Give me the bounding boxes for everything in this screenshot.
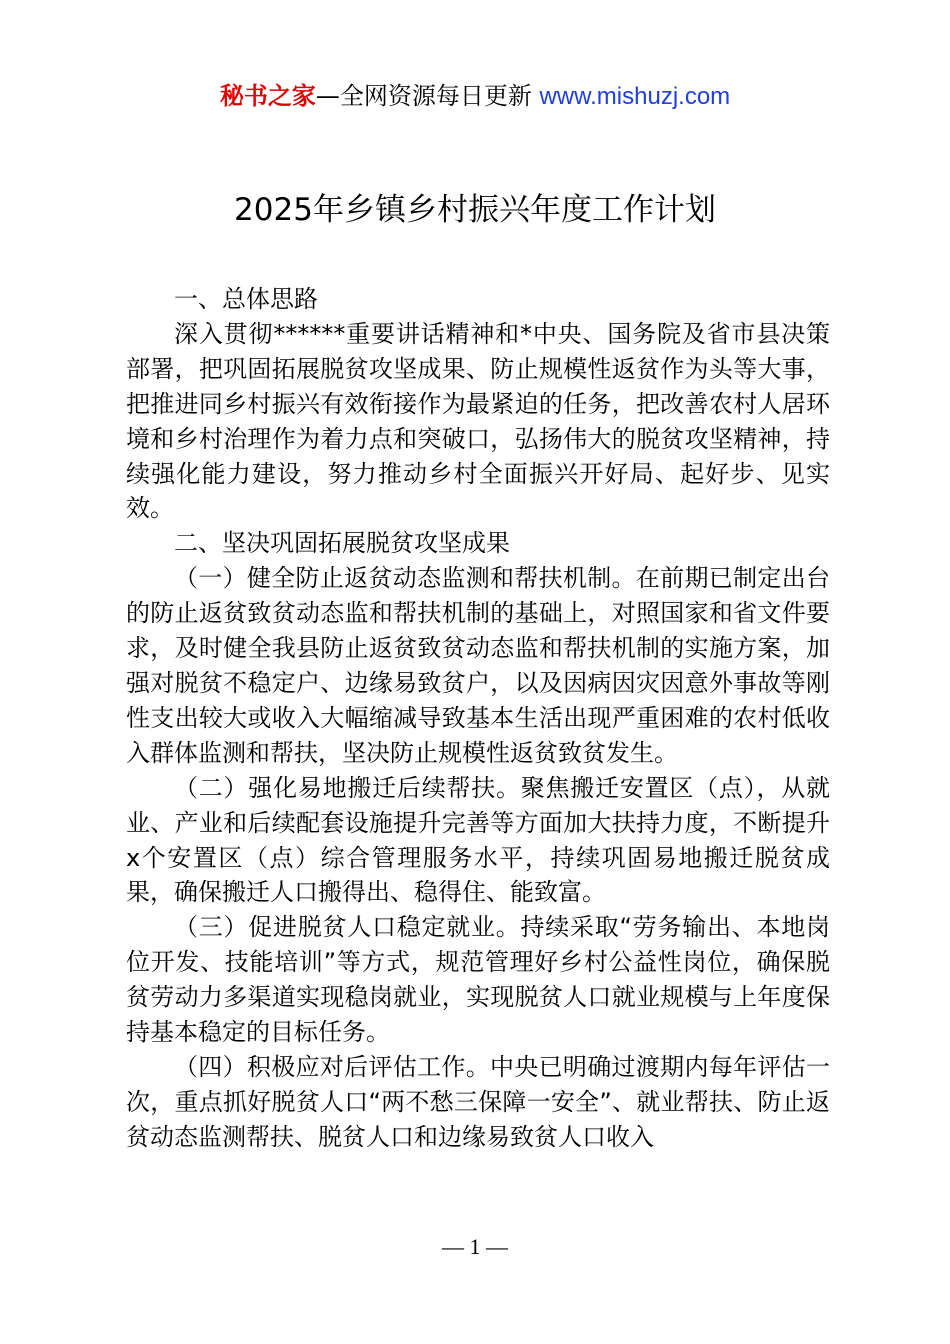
page-number: — 1 — — [442, 1234, 508, 1259]
section-heading: 二、坚决巩固拓展脱贫攻坚成果 — [174, 529, 510, 558]
body-paragraph: （一）健全防止返贫动态监测和帮扶机制。在前期已制定出台的防止返贫致贫动态监和帮扶机制的基础上，对照国家和省文件要求，及时健全我县防止返贫致贫动态监和帮扶机制的实施方案，加强对脱贫不稳定户、边缘易致贫户，以及因病因灾因意外事故等刚性支出较大或收入大幅缩减导致基本生活出现严重困难的农村低收入群体监测和帮扶，坚决防止规模性返贫致贫发生。 — [126, 564, 830, 767]
body-paragraph: （二）强化易地搬迁后续帮扶。聚焦搬迁安置区（点），从就业、产业和后续配套设施提升完善等方面加大扶持力度，不断提升x个安置区（点）综合管理服务水平，持续巩固易地搬迁脱贫成果，确保搬迁人口搬得出、稳得住、能致富。 — [126, 773, 830, 907]
site-slogan: —全网资源每日更新 — [315, 82, 532, 110]
body-paragraph: （四）积极应对后评估工作。中央已明确过渡期内每年评估一次，重点抓好脱贫人口“两不愁三保障一安全”、就业帮扶、防止返贫动态监测帮扶、脱贫人口和边缘易致贫人口收入 — [126, 1052, 830, 1151]
section-heading: 一、总体思路 — [174, 285, 318, 313]
site-header — [0, 80, 950, 113]
document-body — [126, 282, 830, 1155]
body-paragraph: 深入贯彻******重要讲话精神和*中央、国务院及省市县决策部署，把巩固拓展脱贫攻坚成果、防止规模性返贫作为头等大事，把推进同乡村振兴有效衔接作为最紧迫的任务，把改善农村人居环境和乡村治理作为着力点和突破口，弘扬伟大的脱贫攻坚精神，持续强化能力建设，努力推动乡村全面振兴开好局、起好步、见实效。 — [126, 319, 830, 523]
site-url[interactable]: www.mishuzj.com — [539, 83, 731, 110]
document-title: 2025年乡镇乡村振兴年度工作计划 — [234, 192, 716, 228]
site-brand: 秘书之家 — [219, 82, 316, 110]
body-paragraph: （三）促进脱贫人口稳定就业。持续采取“劳务输出、本地岗位开发、技能培训”等方式，规范管理好乡村公益性岗位，确保脱贫劳动力多渠道实现稳岗就业，实现脱贫人口就业规模与上年度保持基本稳定的目标任务。 — [126, 913, 830, 1047]
